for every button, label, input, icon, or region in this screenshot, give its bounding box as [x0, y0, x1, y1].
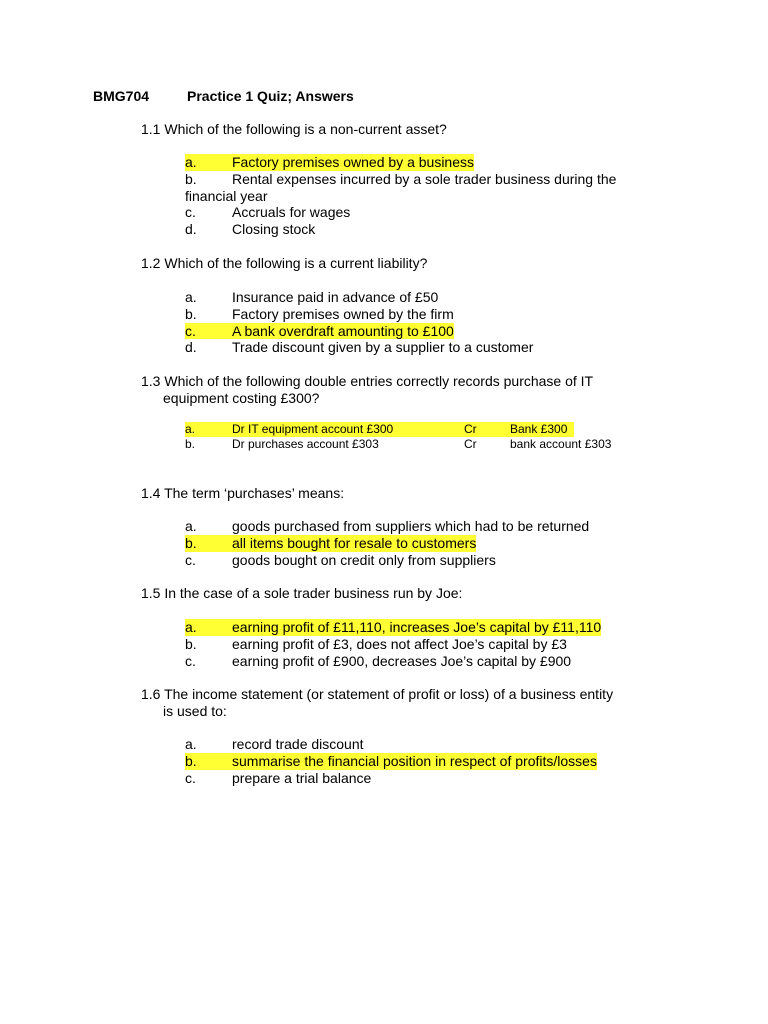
- option-letter: c.: [185, 769, 196, 786]
- option-text: goods purchased from suppliers which had to be returned: [232, 518, 590, 534]
- option-letter: b.: [185, 436, 196, 451]
- option-letter: c.: [185, 652, 196, 669]
- question-1-4: [141, 485, 681, 502]
- option-letter: a.: [185, 289, 197, 305]
- question-text: 1.6 The income statement (or statement of profit or loss) of a business entity: [141, 686, 614, 702]
- question-1-2-options: [185, 289, 685, 356]
- option-text: Accruals for wages: [232, 204, 351, 221]
- option-item: [185, 306, 685, 323]
- option-text: Closing stock: [232, 221, 316, 238]
- option-text: all items bought for resale to customers: [232, 534, 477, 551]
- option-text: Rental expenses incurred by a sole trader business during the: [232, 170, 617, 187]
- question-1-6-options: [185, 736, 685, 786]
- option-text: earning profit of £11,110, increases Joe’s capital by £11,110: [232, 619, 602, 635]
- option-item: [185, 221, 685, 238]
- document-title: Practice 1 Quiz; Answers: [187, 88, 354, 104]
- option-item: [185, 154, 685, 171]
- option-item: [185, 736, 685, 753]
- question-text: 1.3 Which of the following double entries correctly records purchase of IT: [141, 373, 594, 389]
- option-item: [185, 619, 685, 636]
- credit-entry: Bank £300: [510, 422, 568, 436]
- credit-label: Cr: [464, 436, 477, 451]
- option-text: Factory premises owned by a business: [232, 154, 474, 170]
- option-letter: c.: [185, 204, 196, 221]
- option-text: prepare a trial balance: [232, 769, 372, 786]
- credit-entry: bank account £303: [510, 436, 612, 451]
- option-letter: a.: [185, 518, 197, 534]
- option-item: [185, 535, 685, 552]
- option-item: [185, 770, 685, 787]
- debit-entry: Dr IT equipment account £300: [232, 422, 394, 436]
- option-item: [185, 653, 685, 670]
- highlighted-answer: [185, 154, 474, 171]
- option-text: summarise the financial position in respect of profits/losses: [232, 752, 597, 769]
- question-1-4-options: [185, 518, 685, 568]
- option-letter: d.: [185, 339, 197, 356]
- option-item: [185, 753, 685, 770]
- option-letter: c.: [185, 322, 196, 339]
- question-1-3: [141, 373, 681, 407]
- highlighted-answer: [185, 619, 601, 636]
- question-text: 1.5 In the case of a sole trader business run by Joe:: [141, 585, 463, 601]
- option-item: [185, 289, 685, 306]
- question-text-continued: equipment costing £300?: [163, 390, 320, 406]
- option-letter: d.: [185, 221, 197, 238]
- option-text: goods bought on credit only from suppliers: [232, 551, 496, 568]
- option-item: [185, 422, 665, 437]
- option-item: [185, 552, 685, 569]
- option-text: earning profit of £900, decreases Joe’s capital by £900: [232, 652, 572, 669]
- option-text: A bank overdraft amounting to £100: [232, 322, 454, 339]
- credit-label: Cr: [464, 422, 477, 436]
- option-item: [185, 171, 685, 188]
- question-text: 1.2 Which of the following is a current liability?: [141, 255, 428, 271]
- question-1-1-options: [185, 154, 685, 238]
- option-item: [185, 339, 685, 356]
- option-letter: a.: [185, 154, 197, 170]
- option-item: [185, 204, 685, 221]
- option-item: [185, 636, 685, 653]
- option-text: Trade discount given by a supplier to a customer: [232, 339, 534, 356]
- option-letter: b.: [185, 635, 197, 652]
- option-item: [185, 323, 685, 340]
- option-text: Factory premises owned by the firm: [232, 305, 454, 322]
- question-1-3-options: [185, 422, 665, 451]
- option-letter: a.: [185, 619, 197, 635]
- question-text: 1.4 The term ‘purchases’ means:: [141, 485, 345, 501]
- option-item: [185, 518, 685, 535]
- question-text-continued: is used to:: [163, 703, 227, 719]
- question-1-5-options: [185, 619, 685, 669]
- question-text: 1.1 Which of the following is a non-current asset?: [141, 121, 447, 137]
- question-1-1: [141, 121, 681, 138]
- question-1-5: [141, 585, 681, 602]
- debit-entry: Dr purchases account £303: [232, 436, 379, 451]
- option-letter: b.: [185, 752, 197, 769]
- option-letter: a.: [185, 422, 196, 436]
- option-text: earning profit of £3, does not affect Joe’s capital by £3: [232, 635, 567, 652]
- question-1-2: [141, 255, 681, 272]
- highlighted-answer: [185, 535, 476, 552]
- highlighted-answer: [185, 323, 454, 340]
- option-letter: a.: [185, 736, 197, 752]
- option-text: Insurance paid in advance of £50: [232, 289, 439, 305]
- highlighted-answer: [185, 753, 597, 770]
- option-text: record trade discount: [232, 736, 364, 752]
- question-1-6: [141, 686, 681, 720]
- course-code: BMG704: [93, 88, 150, 104]
- option-letter: c.: [185, 551, 196, 568]
- option-letter: b.: [185, 170, 197, 187]
- option-letter: b.: [185, 534, 197, 551]
- option-item: [185, 437, 665, 452]
- option-text-continued: financial year: [185, 187, 268, 204]
- option-letter: b.: [185, 305, 197, 322]
